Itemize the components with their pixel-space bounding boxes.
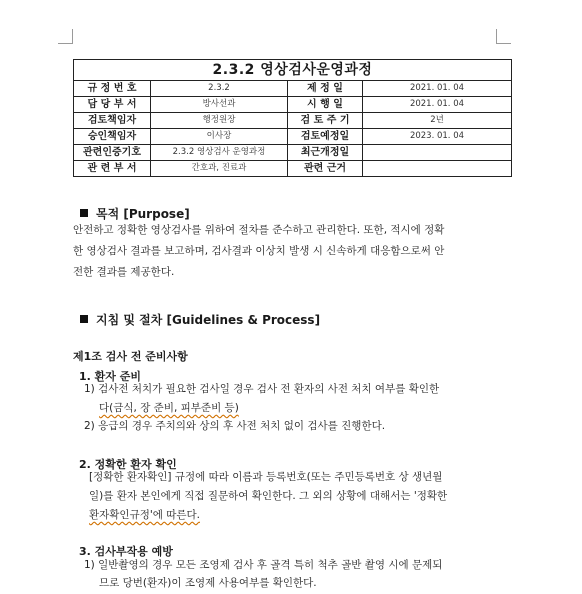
document-info-table: [73, 59, 512, 177]
subsection-title: 1. 환자 준비: [79, 370, 141, 383]
label-cert-code: 관련인증기호: [74, 145, 151, 161]
paragraph-line: 환자확인규정'에 따른다.: [89, 509, 200, 521]
label-review-cycle: 검 토 주 기: [288, 113, 363, 129]
table-row: [74, 113, 512, 129]
label-approver: 승인책임자: [74, 129, 151, 145]
list-item-continuation: 다(금식, 장 준비, 피부준비 등): [99, 402, 239, 414]
list-item: 1) 검사전 처치가 필요한 검사일 경우 검사 전 환자의 사전 처치 여부를 확인한: [84, 383, 440, 395]
label-reviewer: 검토책임자: [74, 113, 151, 129]
purpose-line: 안전하고 정확한 영상검사를 위하여 절차를 준수하고 관리한다. 또한, 적시에 정확: [73, 224, 445, 236]
label-enacted-date: 제 정 일: [288, 81, 363, 97]
value-last-revised: [363, 145, 512, 161]
label-last-revised: 최근개정일: [288, 145, 363, 161]
value-review-scheduled: 2023. 01. 04: [363, 129, 512, 145]
subsection-title: 3. 검사부작용 예방: [79, 545, 173, 558]
purpose-paragraph: [73, 220, 503, 283]
list-item: 2) 응급의 경우 주치의와 상의 후 사전 처치 없이 검사를 진행한다.: [84, 420, 386, 432]
article-heading: 제1조 검사 전 준비사항: [73, 350, 188, 363]
label-effective-date: 시 행 일: [288, 97, 363, 113]
list-item-continuation: 므로 당번(환자)이 조영제 사용여부를 확인한다.: [99, 577, 317, 589]
crop-mark-top-right: [496, 29, 511, 44]
process-heading-text: 지침 및 절차 [Guidelines & Process]: [96, 313, 321, 327]
value-approver: 이사장: [151, 129, 288, 145]
label-review-scheduled: 검토예정일: [288, 129, 363, 145]
value-review-cycle: 2년: [363, 113, 512, 129]
table-row: [74, 129, 512, 145]
table-row: [74, 161, 512, 177]
crop-mark-top-left: [58, 29, 73, 44]
value-effective-date: 2021. 01. 04: [363, 97, 512, 113]
purpose-line: 한 영상검사 결과를 보고하며, 검사결과 이상치 발생 시 신속하게 대응함으로써 안: [73, 245, 445, 257]
purpose-heading-text: 목적 [Purpose]: [96, 207, 190, 221]
value-enacted-date: 2021. 01. 04: [363, 81, 512, 97]
paragraph-line: 일)를 환자 본인에게 직접 질문하여 확인한다. 그 외의 상황에 대해서는 '정확한: [89, 490, 448, 502]
value-basis: [363, 161, 512, 177]
value-department: 방사선과: [151, 97, 288, 113]
square-bullet-icon: [80, 209, 88, 217]
title-row: [74, 60, 512, 81]
table-row: [74, 97, 512, 113]
table-row: [74, 81, 512, 97]
value-related-dept: 간호과, 진료과: [151, 161, 288, 177]
label-regulation-number: 규 정 번 호: [74, 81, 151, 97]
value-cert-code: 2.3.2 영상검사 운영과정: [151, 145, 288, 161]
process-heading: [80, 311, 320, 328]
square-bullet-icon: [80, 315, 88, 323]
paragraph-line: [정확한 환자확인] 규정에 따라 이름과 등록번호(또는 주민등록번호 상 생년월: [89, 471, 443, 483]
label-basis: 관련 근거: [288, 161, 363, 177]
value-regulation-number: 2.3.2: [151, 81, 288, 97]
label-department: 담 당 부 서: [74, 97, 151, 113]
document-title: 2.3.2 영상검사운영과정: [74, 60, 512, 81]
list-item: 1) 일반촬영의 경우 모든 조영제 검사 후 골격 특히 척추 골반 촬영 시에 문제되: [84, 559, 443, 571]
table-row: [74, 145, 512, 161]
value-reviewer: 행정원장: [151, 113, 288, 129]
subsection-title: 2. 정확한 환자 확인: [79, 458, 177, 471]
label-related-dept: 관 련 부 서: [74, 161, 151, 177]
purpose-line: 전한 결과를 제공한다.: [73, 266, 175, 278]
